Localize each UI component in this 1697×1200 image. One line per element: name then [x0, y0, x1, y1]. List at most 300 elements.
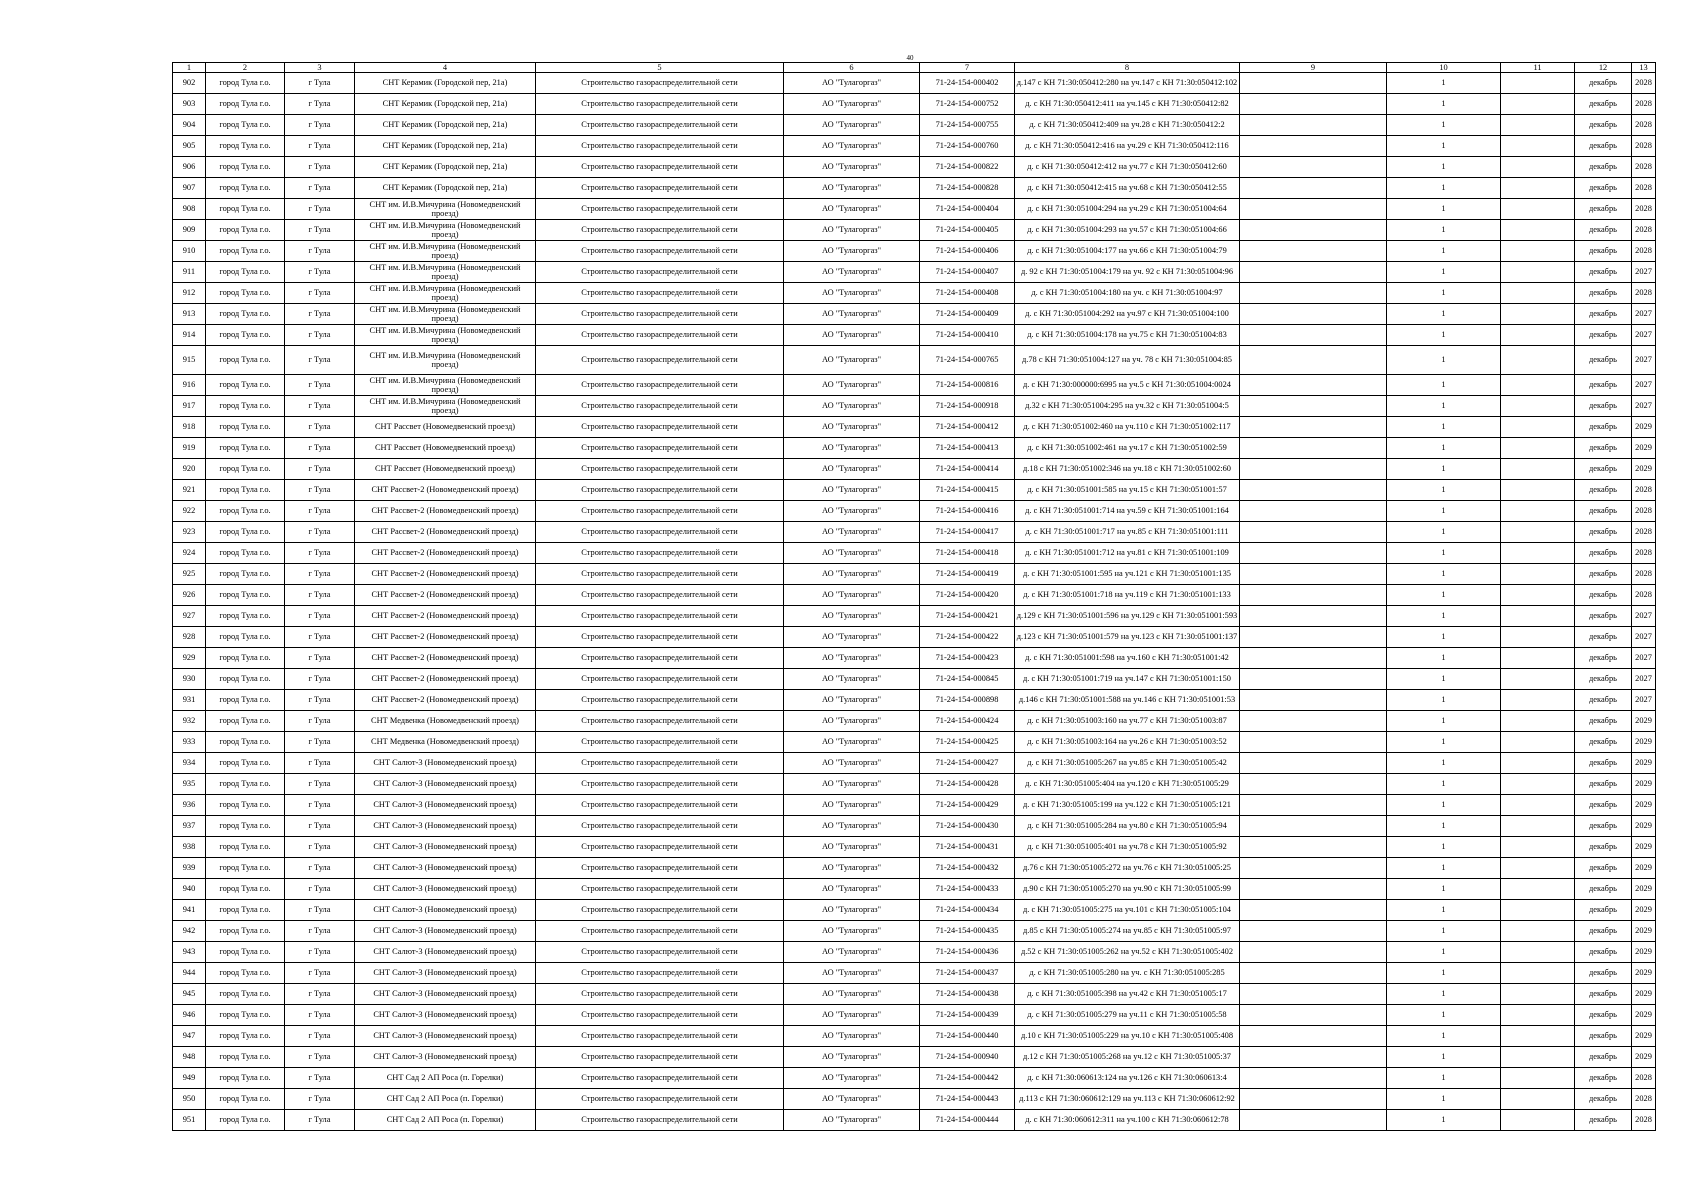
municipality-cell: город Тула г.о.: [206, 325, 285, 346]
settlement-cell: г Тула: [285, 438, 355, 459]
column-9-cell: [1240, 858, 1387, 879]
quantity-cell: 1: [1387, 94, 1501, 115]
application-number-cell: 71-24-154-000412: [920, 417, 1015, 438]
settlement-cell: г Тула: [285, 94, 355, 115]
organization-cell: АО "Тулагоргаз": [784, 459, 920, 480]
year-cell: 2029: [1632, 858, 1656, 879]
municipality-cell: город Тула г.о.: [206, 543, 285, 564]
settlement-cell: г Тула: [285, 178, 355, 199]
object-address-cell: СНТ им. И.В.Мичурина (Новомедвенский проезд): [355, 346, 536, 375]
work-type-cell: Строительство газораспределительной сети: [536, 1005, 784, 1026]
work-type-cell: Строительство газораспределительной сети: [536, 963, 784, 984]
year-cell: 2028: [1632, 543, 1656, 564]
row-number-cell: 941: [173, 900, 206, 921]
quantity-cell: 1: [1387, 564, 1501, 585]
column-9-cell: [1240, 837, 1387, 858]
table-row: [173, 543, 1656, 564]
table-body: [173, 73, 1656, 1131]
organization-cell: АО "Тулагоргаз": [784, 921, 920, 942]
row-number-cell: 907: [173, 178, 206, 199]
connection-object-cell: д. с КН 71:30:051004:294 на уч.29 с КН 71:30:051004:64: [1015, 199, 1240, 220]
connection-object-cell: д. с КН 71:30:051004:293 на уч.57 с КН 71:30:051004:66: [1015, 220, 1240, 241]
column-11-cell: [1501, 94, 1575, 115]
application-number-cell: 71-24-154-000436: [920, 942, 1015, 963]
municipality-cell: город Тула г.о.: [206, 837, 285, 858]
month-cell: декабрь: [1575, 1068, 1632, 1089]
quantity-cell: 1: [1387, 837, 1501, 858]
connection-object-cell: д. с КН 71:30:051005:267 на уч.85 с КН 71:30:051005:42: [1015, 753, 1240, 774]
column-11-cell: [1501, 1047, 1575, 1068]
settlement-cell: г Тула: [285, 199, 355, 220]
column-header-6: 6: [784, 63, 920, 73]
municipality-cell: город Тула г.о.: [206, 879, 285, 900]
municipality-cell: город Тула г.о.: [206, 346, 285, 375]
month-cell: декабрь: [1575, 94, 1632, 115]
table-row: [173, 837, 1656, 858]
work-type-cell: Строительство газораспределительной сети: [536, 459, 784, 480]
organization-cell: АО "Тулагоргаз": [784, 283, 920, 304]
quantity-cell: 1: [1387, 480, 1501, 501]
quantity-cell: 1: [1387, 1110, 1501, 1131]
connection-object-cell: д. с КН 71:30:051001:718 на уч.119 с КН 71:30:051001:133: [1015, 585, 1240, 606]
settlement-cell: г Тула: [285, 921, 355, 942]
application-number-cell: 71-24-154-000421: [920, 606, 1015, 627]
year-cell: 2028: [1632, 1110, 1656, 1131]
year-cell: 2029: [1632, 879, 1656, 900]
connection-object-cell: д. с КН 71:30:051003:164 на уч.26 с КН 71:30:051003:52: [1015, 732, 1240, 753]
municipality-cell: город Тула г.о.: [206, 858, 285, 879]
work-type-cell: Строительство газораспределительной сети: [536, 732, 784, 753]
year-cell: 2029: [1632, 753, 1656, 774]
work-type-cell: Строительство газораспределительной сети: [536, 879, 784, 900]
table-row: [173, 627, 1656, 648]
work-type-cell: Строительство газораспределительной сети: [536, 774, 784, 795]
column-11-cell: [1501, 648, 1575, 669]
organization-cell: АО "Тулагоргаз": [784, 669, 920, 690]
object-address-cell: СНТ Салют-3 (Новомедвенский проезд): [355, 837, 536, 858]
table-row: [173, 157, 1656, 178]
column-header-2: 2: [206, 63, 285, 73]
settlement-cell: г Тула: [285, 325, 355, 346]
object-address-cell: СНТ Медвенка (Новомедвенский проезд): [355, 711, 536, 732]
year-cell: 2029: [1632, 963, 1656, 984]
row-number-cell: 914: [173, 325, 206, 346]
table-row: [173, 325, 1656, 346]
work-type-cell: Строительство газораспределительной сети: [536, 564, 784, 585]
municipality-cell: город Тула г.о.: [206, 900, 285, 921]
municipality-cell: город Тула г.о.: [206, 585, 285, 606]
object-address-cell: СНТ им. И.В.Мичурина (Новомедвенский проезд): [355, 304, 536, 325]
month-cell: декабрь: [1575, 942, 1632, 963]
year-cell: 2029: [1632, 921, 1656, 942]
settlement-cell: г Тула: [285, 375, 355, 396]
table-row: [173, 438, 1656, 459]
municipality-cell: город Тула г.о.: [206, 1068, 285, 1089]
municipality-cell: город Тула г.о.: [206, 732, 285, 753]
column-11-cell: [1501, 136, 1575, 157]
row-number-cell: 946: [173, 1005, 206, 1026]
month-cell: декабрь: [1575, 669, 1632, 690]
quantity-cell: 1: [1387, 900, 1501, 921]
quantity-cell: 1: [1387, 417, 1501, 438]
connection-object-cell: д.85 с КН 71:30:051005:274 на уч.85 с КН 71:30:051005:97: [1015, 921, 1240, 942]
row-number-cell: 913: [173, 304, 206, 325]
organization-cell: АО "Тулагоргаз": [784, 585, 920, 606]
column-11-cell: [1501, 774, 1575, 795]
application-number-cell: 71-24-154-000918: [920, 396, 1015, 417]
year-cell: 2028: [1632, 522, 1656, 543]
column-9-cell: [1240, 942, 1387, 963]
connection-object-cell: д. с КН 71:30:050412:411 на уч.145 с КН 71:30:050412:82: [1015, 94, 1240, 115]
quantity-cell: 1: [1387, 795, 1501, 816]
table-row: [173, 879, 1656, 900]
column-11-cell: [1501, 711, 1575, 732]
year-cell: 2027: [1632, 627, 1656, 648]
quantity-cell: 1: [1387, 1047, 1501, 1068]
application-number-cell: 71-24-154-000816: [920, 375, 1015, 396]
organization-cell: АО "Тулагоргаз": [784, 262, 920, 283]
organization-cell: АО "Тулагоргаз": [784, 136, 920, 157]
month-cell: декабрь: [1575, 627, 1632, 648]
column-9-cell: [1240, 262, 1387, 283]
table-row: [173, 501, 1656, 522]
quantity-cell: 1: [1387, 396, 1501, 417]
month-cell: декабрь: [1575, 543, 1632, 564]
year-cell: 2029: [1632, 732, 1656, 753]
month-cell: декабрь: [1575, 325, 1632, 346]
column-header-8: 8: [1015, 63, 1240, 73]
work-type-cell: Строительство газораспределительной сети: [536, 858, 784, 879]
work-type-cell: Строительство газораспределительной сети: [536, 480, 784, 501]
month-cell: декабрь: [1575, 73, 1632, 94]
quantity-cell: 1: [1387, 963, 1501, 984]
month-cell: декабрь: [1575, 606, 1632, 627]
work-type-cell: Строительство газораспределительной сети: [536, 837, 784, 858]
row-number-cell: 933: [173, 732, 206, 753]
municipality-cell: город Тула г.о.: [206, 669, 285, 690]
application-number-cell: 71-24-154-000752: [920, 94, 1015, 115]
year-cell: 2028: [1632, 501, 1656, 522]
year-cell: 2027: [1632, 262, 1656, 283]
settlement-cell: г Тула: [285, 522, 355, 543]
work-type-cell: Строительство газораспределительной сети: [536, 417, 784, 438]
object-address-cell: СНТ Салют-3 (Новомедвенский проезд): [355, 795, 536, 816]
settlement-cell: г Тула: [285, 262, 355, 283]
column-11-cell: [1501, 157, 1575, 178]
row-number-cell: 921: [173, 480, 206, 501]
column-header-1: 1: [173, 63, 206, 73]
row-number-cell: 902: [173, 73, 206, 94]
connection-object-cell: д. с КН 71:30:051001:585 на уч.15 с КН 71:30:051001:57: [1015, 480, 1240, 501]
column-11-cell: [1501, 304, 1575, 325]
work-type-cell: Строительство газораспределительной сети: [536, 543, 784, 564]
column-11-cell: [1501, 984, 1575, 1005]
month-cell: декабрь: [1575, 900, 1632, 921]
organization-cell: АО "Тулагоргаз": [784, 627, 920, 648]
column-9-cell: [1240, 879, 1387, 900]
month-cell: декабрь: [1575, 396, 1632, 417]
connection-object-cell: д. с КН 71:30:050412:415 на уч.68 с КН 71:30:050412:55: [1015, 178, 1240, 199]
work-type-cell: Строительство газораспределительной сети: [536, 157, 784, 178]
row-number-cell: 950: [173, 1089, 206, 1110]
row-number-cell: 938: [173, 837, 206, 858]
month-cell: декабрь: [1575, 984, 1632, 1005]
row-number-cell: 903: [173, 94, 206, 115]
work-type-cell: Строительство газораспределительной сети: [536, 199, 784, 220]
application-number-cell: 71-24-154-000430: [920, 816, 1015, 837]
quantity-cell: 1: [1387, 1068, 1501, 1089]
row-number-cell: 915: [173, 346, 206, 375]
municipality-cell: город Тула г.о.: [206, 753, 285, 774]
month-cell: декабрь: [1575, 837, 1632, 858]
column-header-3: 3: [285, 63, 355, 73]
organization-cell: АО "Тулагоргаз": [784, 220, 920, 241]
object-address-cell: СНТ Керамик (Городской пер, 21а): [355, 157, 536, 178]
settlement-cell: г Тула: [285, 157, 355, 178]
column-9-cell: [1240, 325, 1387, 346]
settlement-cell: г Тула: [285, 942, 355, 963]
object-address-cell: СНТ Рассвет-2 (Новомедвенский проезд): [355, 501, 536, 522]
connection-object-cell: д. с КН 71:30:051004:177 на уч.66 с КН 71:30:051004:79: [1015, 241, 1240, 262]
year-cell: 2029: [1632, 417, 1656, 438]
organization-cell: АО "Тулагоргаз": [784, 795, 920, 816]
column-9-cell: [1240, 73, 1387, 94]
column-9-cell: [1240, 501, 1387, 522]
application-number-cell: 71-24-154-000423: [920, 648, 1015, 669]
object-address-cell: СНТ им. И.В.Мичурина (Новомедвенский проезд): [355, 262, 536, 283]
settlement-cell: г Тула: [285, 648, 355, 669]
settlement-cell: г Тула: [285, 963, 355, 984]
column-11-cell: [1501, 795, 1575, 816]
row-number-cell: 943: [173, 942, 206, 963]
municipality-cell: город Тула г.о.: [206, 178, 285, 199]
work-type-cell: Строительство газораспределительной сети: [536, 753, 784, 774]
quantity-cell: 1: [1387, 753, 1501, 774]
row-number-cell: 948: [173, 1047, 206, 1068]
application-number-cell: 71-24-154-000755: [920, 115, 1015, 136]
work-type-cell: Строительство газораспределительной сети: [536, 115, 784, 136]
month-cell: декабрь: [1575, 304, 1632, 325]
application-number-cell: 71-24-154-000439: [920, 1005, 1015, 1026]
year-cell: 2027: [1632, 346, 1656, 375]
settlement-cell: г Тула: [285, 711, 355, 732]
quantity-cell: 1: [1387, 1026, 1501, 1047]
connection-object-cell: д. с КН 71:30:051004:180 на уч. с КН 71:30:051004:97: [1015, 283, 1240, 304]
row-number-cell: 928: [173, 627, 206, 648]
row-number-cell: 937: [173, 816, 206, 837]
row-number-cell: 935: [173, 774, 206, 795]
work-type-cell: Строительство газораспределительной сети: [536, 942, 784, 963]
column-header-5: 5: [536, 63, 784, 73]
year-cell: 2029: [1632, 837, 1656, 858]
object-address-cell: СНТ Керамик (Городской пер, 21а): [355, 73, 536, 94]
row-number-cell: 930: [173, 669, 206, 690]
connection-object-cell: д. с КН 71:30:050412:412 на уч.77 с КН 71:30:050412:60: [1015, 157, 1240, 178]
column-11-cell: [1501, 564, 1575, 585]
settlement-cell: г Тула: [285, 732, 355, 753]
settlement-cell: г Тула: [285, 480, 355, 501]
municipality-cell: город Тула г.о.: [206, 1026, 285, 1047]
connection-object-cell: д.78 с КН 71:30:051004:127 на уч. 78 с КН 71:30:051004:85: [1015, 346, 1240, 375]
application-number-cell: 71-24-154-000442: [920, 1068, 1015, 1089]
municipality-cell: город Тула г.о.: [206, 157, 285, 178]
month-cell: декабрь: [1575, 115, 1632, 136]
work-type-cell: Строительство газораспределительной сети: [536, 438, 784, 459]
year-cell: 2028: [1632, 73, 1656, 94]
settlement-cell: г Тула: [285, 1005, 355, 1026]
year-cell: 2029: [1632, 711, 1656, 732]
row-number-cell: 909: [173, 220, 206, 241]
row-number-cell: 908: [173, 199, 206, 220]
page-number: 40: [906, 54, 914, 62]
row-number-cell: 925: [173, 564, 206, 585]
quantity-cell: 1: [1387, 178, 1501, 199]
month-cell: декабрь: [1575, 564, 1632, 585]
column-header-13: 13: [1632, 63, 1656, 73]
table-row: [173, 1110, 1656, 1131]
row-number-cell: 912: [173, 283, 206, 304]
table-row: [173, 942, 1656, 963]
row-number-cell: 939: [173, 858, 206, 879]
column-9-cell: [1240, 1047, 1387, 1068]
column-11-cell: [1501, 375, 1575, 396]
organization-cell: АО "Тулагоргаз": [784, 564, 920, 585]
table-row: [173, 606, 1656, 627]
column-9-cell: [1240, 648, 1387, 669]
column-11-cell: [1501, 73, 1575, 94]
column-11-cell: [1501, 732, 1575, 753]
application-number-cell: 71-24-154-000402: [920, 73, 1015, 94]
month-cell: декабрь: [1575, 136, 1632, 157]
municipality-cell: город Тула г.о.: [206, 115, 285, 136]
organization-cell: АО "Тулагоргаз": [784, 858, 920, 879]
connection-object-cell: д. с КН 71:30:050412:416 на уч.29 с КН 71:30:050412:116: [1015, 136, 1240, 157]
year-cell: 2028: [1632, 241, 1656, 262]
organization-cell: АО "Тулагоргаз": [784, 73, 920, 94]
connection-object-cell: д. с КН 71:30:051005:284 на уч.80 с КН 71:30:051005:94: [1015, 816, 1240, 837]
year-cell: 2027: [1632, 375, 1656, 396]
connection-object-cell: д.129 с КН 71:30:051001:596 на уч.129 с КН 71:30:051001:593: [1015, 606, 1240, 627]
table-row: [173, 283, 1656, 304]
municipality-cell: город Тула г.о.: [206, 262, 285, 283]
object-address-cell: СНТ Салют-3 (Новомедвенский проезд): [355, 774, 536, 795]
table-row: [173, 1089, 1656, 1110]
table-row: [173, 858, 1656, 879]
column-11-cell: [1501, 627, 1575, 648]
settlement-cell: г Тула: [285, 1068, 355, 1089]
application-number-cell: 71-24-154-000438: [920, 984, 1015, 1005]
year-cell: 2028: [1632, 1089, 1656, 1110]
column-11-cell: [1501, 543, 1575, 564]
quantity-cell: 1: [1387, 984, 1501, 1005]
municipality-cell: город Тула г.о.: [206, 459, 285, 480]
table-header: [173, 63, 1656, 73]
municipality-cell: город Тула г.о.: [206, 1005, 285, 1026]
row-number-cell: 919: [173, 438, 206, 459]
month-cell: декабрь: [1575, 417, 1632, 438]
application-number-cell: 71-24-154-000429: [920, 795, 1015, 816]
year-cell: 2029: [1632, 795, 1656, 816]
work-type-cell: Строительство газораспределительной сети: [536, 900, 784, 921]
work-type-cell: Строительство газораспределительной сети: [536, 984, 784, 1005]
settlement-cell: г Тула: [285, 417, 355, 438]
row-number-cell: 940: [173, 879, 206, 900]
table-row: [173, 732, 1656, 753]
connection-object-cell: д. с КН 71:30:050412:409 на уч.28 с КН 71:30:050412:2: [1015, 115, 1240, 136]
application-number-cell: 71-24-154-000407: [920, 262, 1015, 283]
column-11-cell: [1501, 438, 1575, 459]
month-cell: декабрь: [1575, 459, 1632, 480]
application-number-cell: 71-24-154-000424: [920, 711, 1015, 732]
month-cell: декабрь: [1575, 1110, 1632, 1131]
year-cell: 2028: [1632, 157, 1656, 178]
municipality-cell: город Тула г.о.: [206, 480, 285, 501]
organization-cell: АО "Тулагоргаз": [784, 690, 920, 711]
table-row: [173, 648, 1656, 669]
column-11-cell: [1501, 115, 1575, 136]
organization-cell: АО "Тулагоргаз": [784, 879, 920, 900]
work-type-cell: Строительство газораспределительной сети: [536, 669, 784, 690]
column-11-cell: [1501, 480, 1575, 501]
row-number-cell: 924: [173, 543, 206, 564]
column-11-cell: [1501, 1068, 1575, 1089]
column-11-cell: [1501, 1005, 1575, 1026]
settlement-cell: г Тула: [285, 774, 355, 795]
column-9-cell: [1240, 304, 1387, 325]
application-number-cell: 71-24-154-000416: [920, 501, 1015, 522]
table-row: [173, 522, 1656, 543]
month-cell: декабрь: [1575, 262, 1632, 283]
object-address-cell: СНТ Салют-3 (Новомедвенский проезд): [355, 1005, 536, 1026]
work-type-cell: Строительство газораспределительной сети: [536, 1089, 784, 1110]
quantity-cell: 1: [1387, 459, 1501, 480]
connection-object-cell: д. с КН 71:30:051005:404 на уч.120 с КН 71:30:051005:29: [1015, 774, 1240, 795]
table-row: [173, 375, 1656, 396]
work-type-cell: Строительство газораспределительной сети: [536, 627, 784, 648]
column-9-cell: [1240, 199, 1387, 220]
object-address-cell: СНТ Керамик (Городской пер, 21а): [355, 136, 536, 157]
connection-object-cell: д. 92 с КН 71:30:051004:179 на уч. 92 с КН 71:30:051004:96: [1015, 262, 1240, 283]
application-number-cell: 71-24-154-000428: [920, 774, 1015, 795]
settlement-cell: г Тула: [285, 1089, 355, 1110]
table-row: [173, 753, 1656, 774]
row-number-cell: 923: [173, 522, 206, 543]
connection-object-cell: д. с КН 71:30:051003:160 на уч.77 с КН 71:30:051003:87: [1015, 711, 1240, 732]
column-11-cell: [1501, 858, 1575, 879]
month-cell: декабрь: [1575, 585, 1632, 606]
municipality-cell: город Тула г.о.: [206, 942, 285, 963]
month-cell: декабрь: [1575, 480, 1632, 501]
work-type-cell: Строительство газораспределительной сети: [536, 711, 784, 732]
connection-object-cell: д.147 с КН 71:30:050412:280 на уч.147 с КН 71:30:050412:102: [1015, 73, 1240, 94]
settlement-cell: г Тула: [285, 837, 355, 858]
quantity-cell: 1: [1387, 648, 1501, 669]
column-9-cell: [1240, 816, 1387, 837]
organization-cell: АО "Тулагоргаз": [784, 648, 920, 669]
year-cell: 2028: [1632, 94, 1656, 115]
connection-object-cell: д. с КН 71:30:051001:719 на уч.147 с КН 71:30:051001:150: [1015, 669, 1240, 690]
column-11-cell: [1501, 199, 1575, 220]
connection-object-cell: д. с КН 71:30:051001:714 на уч.59 с КН 71:30:051001:164: [1015, 501, 1240, 522]
application-number-cell: 71-24-154-000444: [920, 1110, 1015, 1131]
application-number-cell: 71-24-154-000940: [920, 1047, 1015, 1068]
column-9-cell: [1240, 1026, 1387, 1047]
year-cell: 2027: [1632, 648, 1656, 669]
column-header-7: 7: [920, 63, 1015, 73]
object-address-cell: СНТ Керамик (Городской пер, 21а): [355, 115, 536, 136]
column-11-cell: [1501, 522, 1575, 543]
settlement-cell: г Тула: [285, 136, 355, 157]
